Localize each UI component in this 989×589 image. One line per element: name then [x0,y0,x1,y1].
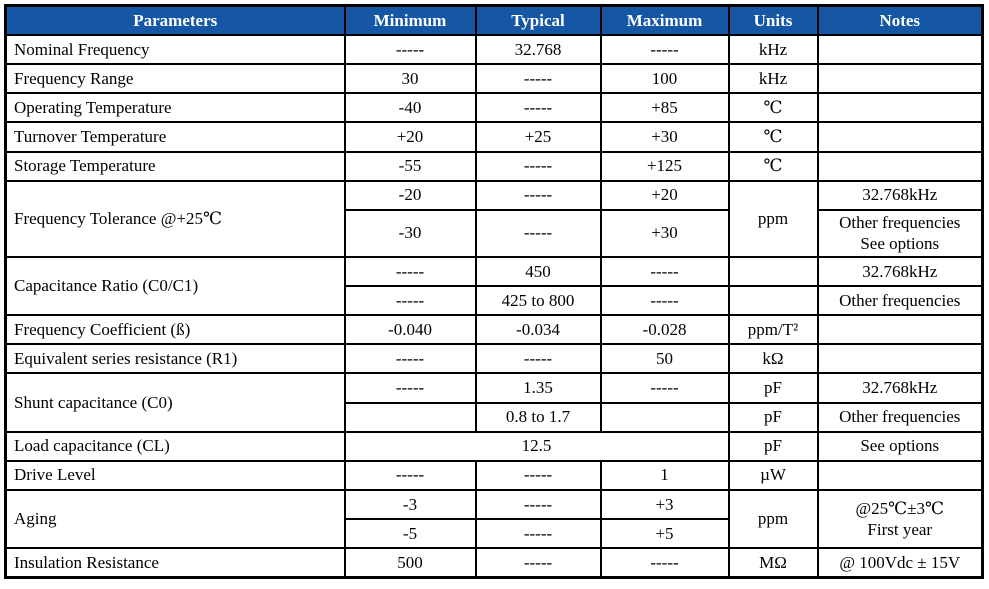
shunt-capacitance-2-min [345,403,476,432]
frequency-tolerance-2-notes [818,210,983,257]
frequency-tolerance-2-min: -30 [345,210,476,257]
row-aging-1 [6,490,983,519]
shunt-capacitance-1-units: pF [729,373,818,402]
equivalent-series-resistance-max: 50 [601,344,729,373]
aging-notes-line1: @25℃±3℃ [855,498,945,518]
row-insulation-resistance [6,548,983,577]
drive-level-units: µW [729,461,818,490]
frequency-range-min: 30 [345,64,476,93]
turnover-temperature-param: Turnover Temperature [6,122,345,151]
capacitance-ratio-1-units [729,257,818,286]
drive-level-notes [818,461,983,490]
row-operating-temperature [6,93,983,122]
row-frequency-coefficient [6,315,983,344]
aging-1-min: -3 [345,490,476,519]
header-row [6,6,983,36]
aging-notes [818,490,983,548]
storage-temperature-units: ℃ [729,152,818,181]
equivalent-series-resistance-notes [818,344,983,373]
frequency-coefficient-units: ppm/T² [729,315,818,344]
frequency-range-max: 100 [601,64,729,93]
frequency-coefficient-typ: -0.034 [476,315,601,344]
operating-temperature-notes [818,93,983,122]
nominal-frequency-units: kHz [729,35,818,64]
load-capacitance-value: 12.5 [345,432,729,461]
load-capacitance-units: pF [729,432,818,461]
drive-level-min: ----- [345,461,476,490]
frequency-tolerance-2-typ: ----- [476,210,601,257]
header-typical: Typical [476,6,601,36]
load-capacitance-param: Load capacitance (CL) [6,432,345,461]
drive-level-max: 1 [601,461,729,490]
capacitance-ratio-1-max: ----- [601,257,729,286]
header-maximum: Maximum [601,6,729,36]
equivalent-series-resistance-param: Equivalent series resistance (R1) [6,344,345,373]
drive-level-param: Drive Level [6,461,345,490]
turnover-temperature-notes [818,122,983,151]
shunt-capacitance-1-notes: 32.768kHz [818,373,983,402]
operating-temperature-min: -40 [345,93,476,122]
frequency-coefficient-min: -0.040 [345,315,476,344]
row-drive-level [6,461,983,490]
nominal-frequency-min: ----- [345,35,476,64]
storage-temperature-max: +125 [601,152,729,181]
row-frequency-range [6,64,983,93]
nominal-frequency-typ: 32.768 [476,35,601,64]
frequency-tolerance-1-notes: 32.768kHz [818,181,983,210]
shunt-capacitance-1-min: ----- [345,373,476,402]
shunt-capacitance-2-typ: 0.8 to 1.7 [476,403,601,432]
storage-temperature-param: Storage Temperature [6,152,345,181]
operating-temperature-max: +85 [601,93,729,122]
frequency-tolerance-2-max: +30 [601,210,729,257]
frequency-range-typ: ----- [476,64,601,93]
row-equivalent-series-resistance [6,344,983,373]
aging-2-typ: ----- [476,519,601,548]
operating-temperature-typ: ----- [476,93,601,122]
frequency-coefficient-notes [818,315,983,344]
frequency-tolerance-param: Frequency Tolerance @+25℃ [6,181,345,257]
turnover-temperature-typ: +25 [476,122,601,151]
frequency-tolerance-1-min: -20 [345,181,476,210]
capacitance-ratio-1-min: ----- [345,257,476,286]
insulation-resistance-min: 500 [345,548,476,577]
capacitance-ratio-2-min: ----- [345,286,476,315]
header-units: Units [729,6,818,36]
frequency-tolerance-2-notes-line2: See options [860,234,940,254]
capacitance-ratio-2-units [729,286,818,315]
aging-param: Aging [6,490,345,548]
capacitance-ratio-2-max: ----- [601,286,729,315]
header-minimum: Minimum [345,6,476,36]
turnover-temperature-min: +20 [345,122,476,151]
frequency-tolerance-units: ppm [729,181,818,257]
capacitance-ratio-param: Capacitance Ratio (C0/C1) [6,257,345,315]
frequency-range-notes [818,64,983,93]
equivalent-series-resistance-min: ----- [345,344,476,373]
frequency-tolerance-1-max: +20 [601,181,729,210]
nominal-frequency-notes [818,35,983,64]
insulation-resistance-max: ----- [601,548,729,577]
row-frequency-tolerance-1 [6,181,983,210]
shunt-capacitance-1-typ: 1.35 [476,373,601,402]
aging-1-typ: ----- [476,490,601,519]
aging-units: ppm [729,490,818,548]
turnover-temperature-units: ℃ [729,122,818,151]
insulation-resistance-units: MΩ [729,548,818,577]
storage-temperature-min: -55 [345,152,476,181]
operating-temperature-units: ℃ [729,93,818,122]
load-capacitance-notes: See options [818,432,983,461]
shunt-capacitance-param: Shunt capacitance (C0) [6,373,345,431]
shunt-capacitance-2-units: pF [729,403,818,432]
spec-table [4,4,984,579]
nominal-frequency-param: Nominal Frequency [6,35,345,64]
frequency-coefficient-param: Frequency Coefficient (ß) [6,315,345,344]
aging-2-max: +5 [601,519,729,548]
frequency-range-param: Frequency Range [6,64,345,93]
row-shunt-capacitance-1 [6,373,983,402]
frequency-tolerance-2-notes-line1: Other frequencies [839,213,961,233]
row-load-capacitance [6,432,983,461]
row-capacitance-ratio-1 [6,257,983,286]
storage-temperature-notes [818,152,983,181]
row-nominal-frequency [6,35,983,64]
insulation-resistance-typ: ----- [476,548,601,577]
nominal-frequency-max: ----- [601,35,729,64]
shunt-capacitance-1-max: ----- [601,373,729,402]
header-parameters: Parameters [6,6,345,36]
turnover-temperature-max: +30 [601,122,729,151]
capacitance-ratio-1-typ: 450 [476,257,601,286]
capacitance-ratio-1-notes: 32.768kHz [818,257,983,286]
shunt-capacitance-2-max [601,403,729,432]
equivalent-series-resistance-typ: ----- [476,344,601,373]
row-storage-temperature [6,152,983,181]
capacitance-ratio-2-notes: Other frequencies [818,286,983,315]
header-notes: Notes [818,6,983,36]
aging-notes-line2: First year [867,520,933,540]
frequency-tolerance-1-typ: ----- [476,181,601,210]
insulation-resistance-param: Insulation Resistance [6,548,345,577]
frequency-coefficient-max: -0.028 [601,315,729,344]
insulation-resistance-notes: @ 100Vdc ± 15V [818,548,983,577]
frequency-range-units: kHz [729,64,818,93]
storage-temperature-typ: ----- [476,152,601,181]
drive-level-typ: ----- [476,461,601,490]
shunt-capacitance-2-notes: Other frequencies [818,403,983,432]
row-turnover-temperature [6,122,983,151]
aging-1-max: +3 [601,490,729,519]
capacitance-ratio-2-typ: 425 to 800 [476,286,601,315]
operating-temperature-param: Operating Temperature [6,93,345,122]
equivalent-series-resistance-units: kΩ [729,344,818,373]
aging-2-min: -5 [345,519,476,548]
